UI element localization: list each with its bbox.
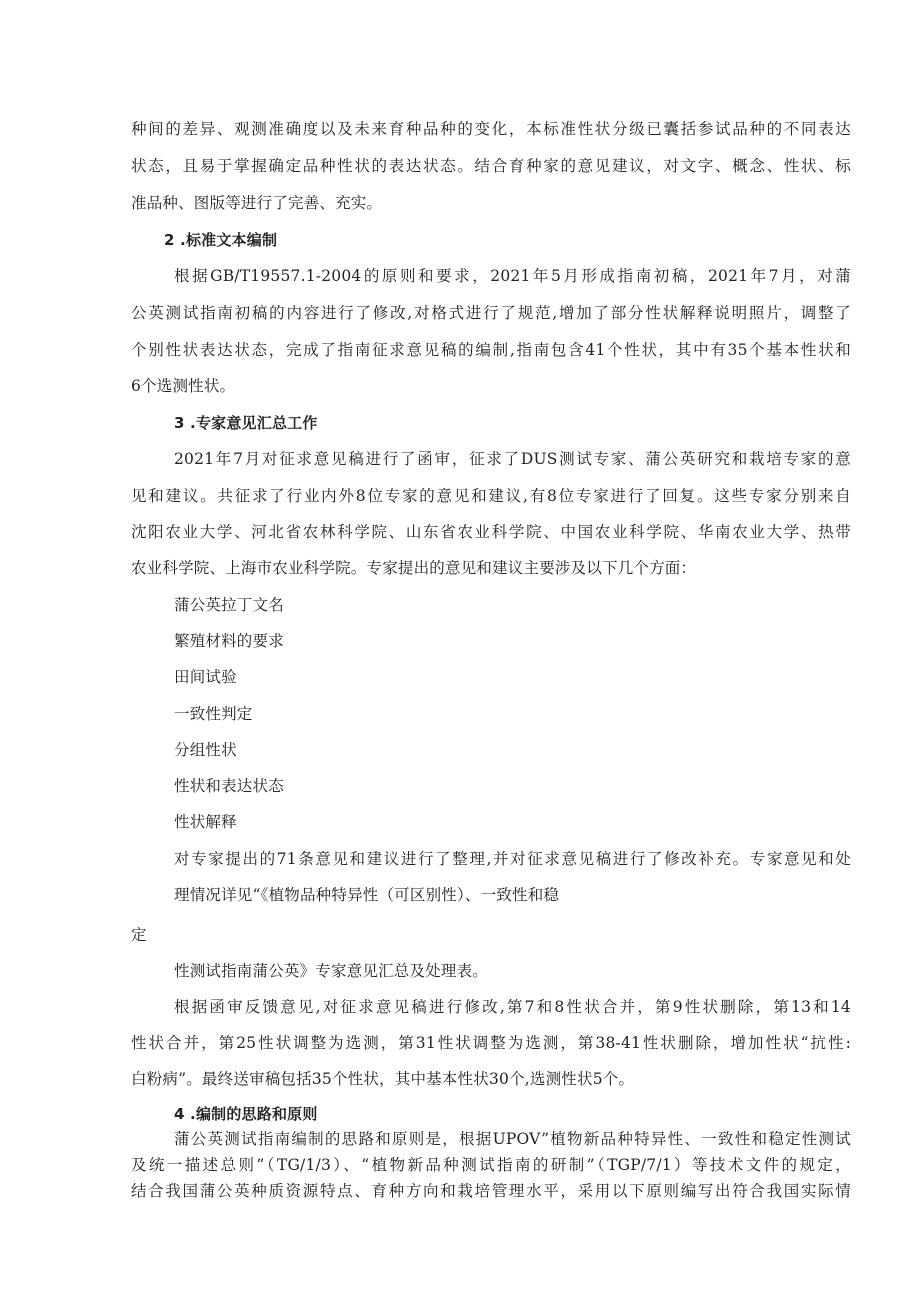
paragraph-line: 根据函审反馈意见,对征求意见稿进行修改,第7和8性状合并，第9性状删除，第13和14 bbox=[174, 998, 851, 1016]
list-item: 田间试验 bbox=[174, 668, 237, 686]
section-heading-4: 4 .编制的思路和原则 bbox=[174, 1105, 318, 1123]
paragraph-line: 及统一描述总则”（TG/1/3）、“植物新品种测试指南的研制”（TGP/7/1）等技术文件的规定， bbox=[131, 1156, 851, 1174]
paragraph-line: 6个选测性状。 bbox=[131, 377, 236, 395]
list-item: 蒲公英拉丁文名 bbox=[174, 596, 284, 614]
paragraph-line: 性状合并，第25性状调整为选测，第31性状调整为选测，第38-41性状删除，增加性状“抗性: bbox=[131, 1034, 851, 1052]
paragraph-line: 个别性状表达状态，完成了指南征求意见稿的编制,指南包含41个性状，其中有35个基本性状和 bbox=[131, 341, 851, 359]
paragraph-line: 白粉病”。最终送审稿包括35个性状，其中基本性状30个,选测性状5个。 bbox=[131, 1070, 635, 1088]
paragraph-line: 状态，且易于掌握确定品种性状的表达状态。结合育种家的意见建议，对文字、概念、性状、标 bbox=[131, 157, 851, 175]
section-heading-2: 2 .标准文本编制 bbox=[164, 231, 278, 249]
list-item: 分组性状 bbox=[174, 741, 237, 759]
list-item: 性状解释 bbox=[174, 813, 237, 831]
paragraph-line: 农业科学院、上海市农业科学院。专家提出的意见和建议主要涉及以下几个方面： bbox=[131, 559, 697, 577]
paragraph-line: 公英测试指南初稿的内容进行了修改,对格式进行了规范,增加了部分性状解释说明照片，调整了 bbox=[131, 304, 851, 322]
paragraph-line: 种间的差异、观测准确度以及未来育种品种的变化，本标准性状分级已囊括参试品种的不同表达 bbox=[131, 120, 851, 138]
paragraph-line: 理情况详见“《植物品种特异性（可区别性）、一致性和稳 bbox=[174, 886, 560, 904]
paragraph-line: 蒲公英测试指南编制的思路和原则是，根据UPOV”植物新品种特异性、一致性和稳定性测试 bbox=[174, 1130, 851, 1148]
paragraph-line: 准品种、图版等进行了完善、充实。 bbox=[131, 194, 383, 212]
paragraph-line: 定 bbox=[131, 926, 147, 944]
list-item: 一致性判定 bbox=[174, 705, 253, 723]
paragraph-line: 见和建议。共征求了行业内外8位专家的意见和建议,有8位专家进行了回复。这些专家分别来自 bbox=[131, 487, 851, 505]
section-heading-3: 3 .专家意见汇总工作 bbox=[174, 414, 318, 432]
paragraph-line: 性测试指南蒲公英》专家意见汇总及处理表。 bbox=[174, 962, 489, 980]
paragraph-line: 2021年7月对征求意见稿进行了函审，征求了DUS测试专家、蒲公英研究和栽培专家的意 bbox=[174, 450, 851, 468]
paragraph-line: 根据GB/T19557.1-2004的原则和要求，2021年5月形成指南初稿，2021年7月，对蒲 bbox=[174, 267, 851, 285]
paragraph-line: 沈阳农业大学、河北省农林科学院、山东省农业科学院、中国农业科学院、华南农业大学、热带 bbox=[131, 523, 851, 541]
list-item: 繁殖材料的要求 bbox=[174, 632, 284, 650]
paragraph-line: 结合我国蒲公英种质资源特点、育种方向和栽培管理水平，采用以下原则编写出符合我国实际情 bbox=[131, 1182, 851, 1200]
paragraph-line: 对专家提出的71条意见和建议进行了整理,并对征求意见稿进行了修改补充。专家意见和处 bbox=[174, 850, 851, 868]
list-item: 性状和表达状态 bbox=[174, 777, 284, 795]
